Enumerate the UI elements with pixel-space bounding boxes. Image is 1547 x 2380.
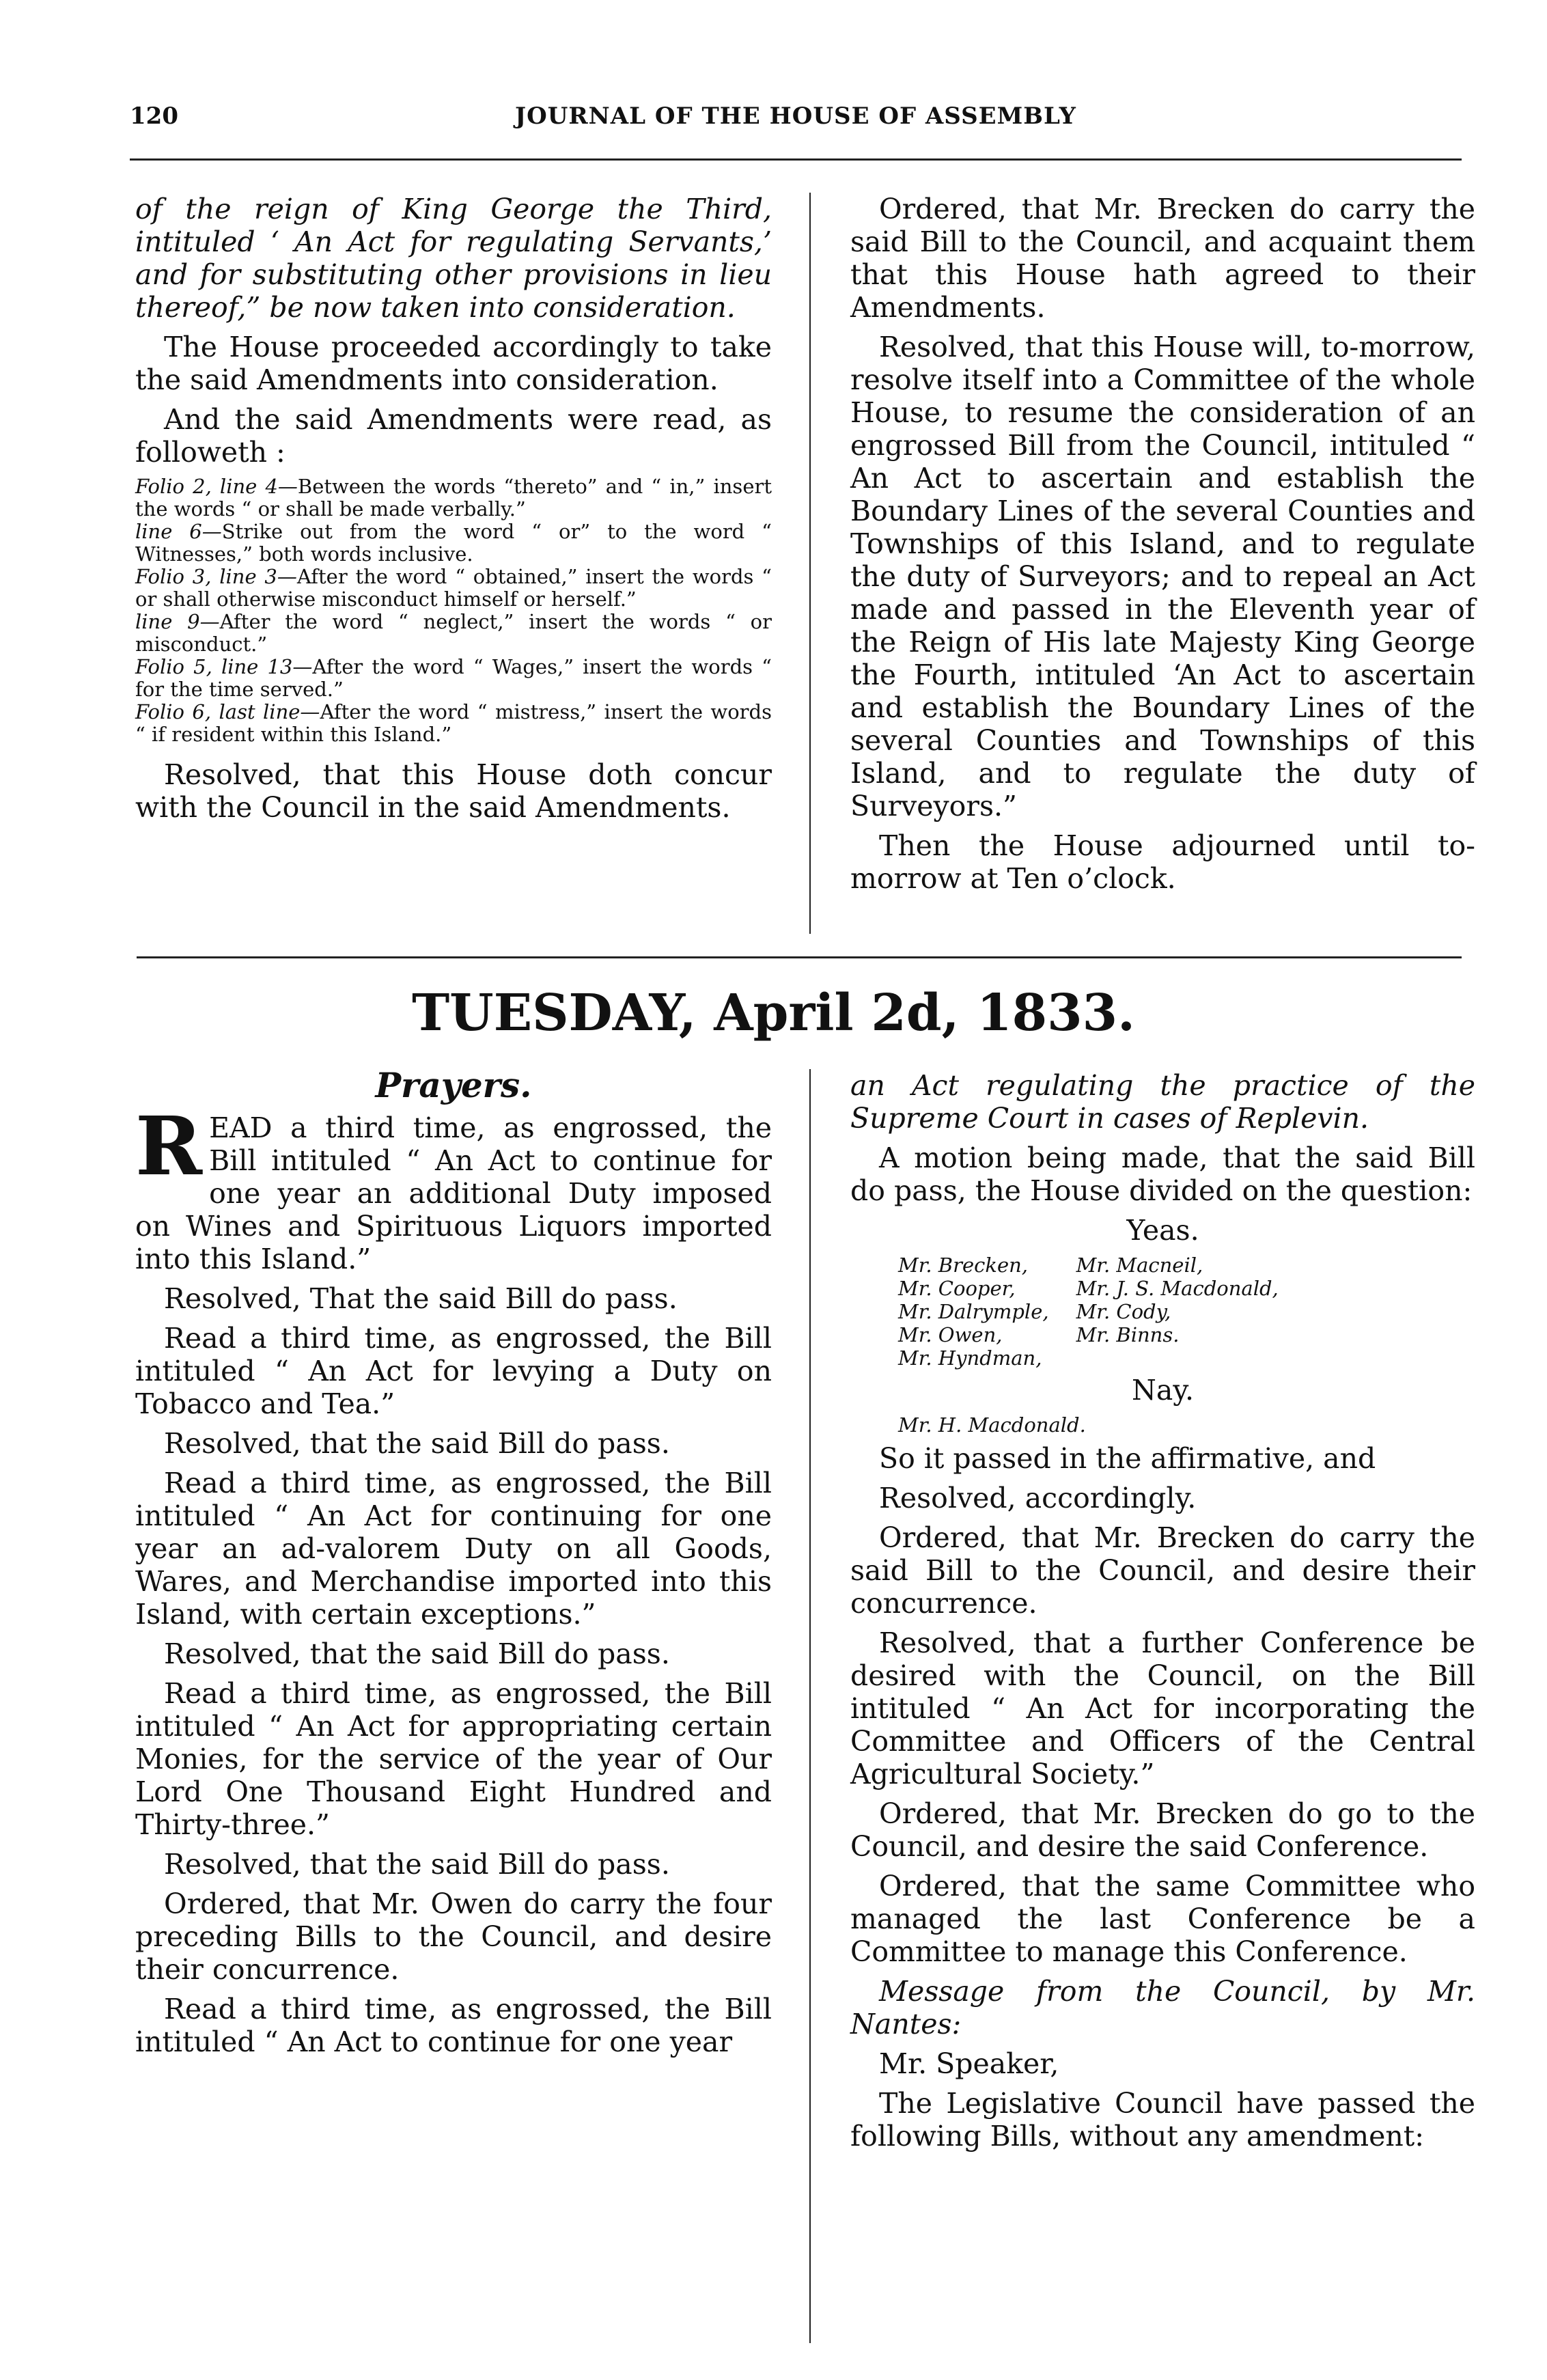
yeas-list	[898, 1254, 1475, 1370]
paragraph: Resolved, that the said Bill do pass.	[164, 1848, 670, 1881]
paragraph: A motion being made, that the said Bill do pass, the House divided on the question:	[850, 1141, 1475, 1207]
top-right-column	[850, 193, 1475, 902]
page-header	[130, 102, 1462, 143]
column-divider	[809, 1069, 811, 2343]
section-rule	[137, 956, 1462, 958]
amendment-item: line 9—After the word “ neglect,” insert the words “ or misconduct.”	[135, 610, 772, 656]
paragraph: The House proceeded accordingly to take the said Amendments into consideration.	[135, 331, 772, 396]
paragraph: Ordered, that Mr. Brecken do carry the said Bill to the Council, and acquaint them that this House hath agreed to their Amendments.	[850, 193, 1475, 324]
drop-capital: R	[135, 1098, 203, 1193]
amendment-item: Folio 5, line 13—After the word “ Wages,” insert the words “ for the time served.”	[135, 655, 772, 701]
paragraph: Ordered, that Mr. Brecken do carry the said Bill to the Council, and desire their concurrence.	[850, 1521, 1475, 1620]
paragraph: Read a third time, as engrossed, the Bill intituled “ An Act for continuing for one year an ad-valorem Duty on all Goods, Wares, and Merchandise imported into this Island, with certain exceptions.”	[135, 1467, 772, 1631]
paragraph: Resolved, that a further Conference be desired with the Council, on the Bill intituled “ An Act for incorporating the Committee and Officers of the Central Agricultural Society.”	[850, 1627, 1475, 1790]
yeas-column-left: Mr. Brecken, Mr. Cooper, Mr. Dalrymple, Mr. Owen, Mr. Hyndman,	[898, 1254, 1049, 1370]
amendment-item: Folio 6, last line—After the word “ mistress,” insert the words “ if resident within this Island.”	[135, 700, 772, 746]
paragraph: Resolved, accordingly.	[879, 1482, 1197, 1514]
bottom-left-column	[135, 1065, 772, 2065]
amendments-list	[135, 475, 772, 746]
paragraph: Resolved, that this House will, to-morrow, resolve itself into a Committee of the whole House, to resume the consideration of an engrossed Bill from the Council, intituled “ An Act to ascertain and establish the Boundary Lines of the several Counties and Townships of this Island, and to regulate the duty of Surveyors; and to repeal an Act made and passed in the Eleventh year of the Reign of His late Majesty King George the Fourth, intituled ‘An Act to ascertain and establish the Boundary Lines of the several Counties and Townships of this Island, and to regulate the duty of Surveyors.”	[850, 331, 1475, 822]
day-heading: TUESDAY, April 2d, 1833.	[412, 984, 1135, 1042]
top-left-column	[135, 193, 772, 831]
paragraph: Mr. Speaker,	[879, 2047, 1059, 2080]
paragraph: Read a third time, as engrossed, the Bill intituled “ An Act for appropriating certain Monies, for the service of the year of Our Lord One Thousand Eight Hundred and Thirty-three.”	[135, 1677, 772, 1841]
paragraph: Read a third time, as engrossed, the Bill intituled “ An Act to continue for one year	[135, 1993, 772, 2058]
paragraph: And the said Amendments were read, as followeth :	[135, 403, 772, 469]
bottom-right-column	[850, 1069, 1475, 2159]
paragraph: Resolved, that the said Bill do pass.	[164, 1637, 670, 1670]
paragraph: Resolved, that the said Bill do pass.	[164, 1427, 670, 1460]
running-title: JOURNAL OF THE HOUSE OF ASSEMBLY	[515, 102, 1076, 130]
paragraph: Ordered, that Mr. Brecken do go to the Council, and desire the said Conference.	[850, 1797, 1475, 1863]
paragraph: Ordered, that Mr. Owen do carry the four preceding Bills to the Council, and desire their concurrence.	[135, 1887, 772, 1986]
paragraph: So it passed in the affirmative, and	[879, 1442, 1376, 1475]
continuation-paragraph: an Act regulating the practice of the Supreme Court in cases of Replevin.	[850, 1069, 1475, 1135]
nay-list: Mr. H. Macdonald.	[898, 1413, 1086, 1437]
amendment-item: Folio 3, line 3—After the word “ obtained,” insert the words “ or shall otherwise misconduct himself or herself.”	[135, 565, 772, 611]
paragraph: Resolved, that this House doth concur with the Council in the said Amendments.	[135, 758, 772, 824]
message-heading: Message from the Council, by Mr. Nantes:	[850, 1975, 1475, 2040]
yeas-column-right: Mr. Macneil, Mr. J. S. Macdonald, Mr. Cody, Mr. Binns.	[1076, 1254, 1279, 1346]
amendment-item: line 6—Strike out from the word “ or” to the word “ Witnesses,” both words inclusive.	[135, 520, 772, 566]
yeas-label: Yeas.	[1126, 1214, 1199, 1247]
paragraph: The Legislative Council have passed the following Bills, without any amendment:	[850, 2087, 1475, 2153]
header-rule	[130, 158, 1462, 161]
prayers-heading: Prayers.	[375, 1065, 532, 1105]
paragraph: READ a third time, as engrossed, the Bill intituled “ An Act to continue for one year an additional Duty imposed on Wines and Spirituous Liquors imported into this Island.”	[135, 1098, 772, 1275]
nay-label: Nay.	[1131, 1374, 1195, 1407]
paragraph: Then the House adjourned until to-morrow at Ten o’clock.	[850, 829, 1475, 895]
page-number: 120	[130, 102, 178, 130]
paragraph: Read a third time, as engrossed, the Bill intituled “ An Act for levying a Duty on Tobacco and Tea.”	[135, 1322, 772, 1420]
amendment-item: Folio 2, line 4—Between the words “thereto” and “ in,” insert the words “ or shall be made verbally.”	[135, 475, 772, 521]
paragraph: Resolved, That the said Bill do pass.	[164, 1282, 678, 1315]
column-divider	[809, 193, 811, 934]
continuation-paragraph: of the reign of King George the Third, intituled ‘ An Act for regulating Servants,’ and for substituting other provisions in lieu thereof,” be now taken into consideration.	[135, 193, 772, 324]
paragraph: Ordered, that the same Committee who managed the last Conference be a Committee to manage this Conference.	[850, 1870, 1475, 1968]
